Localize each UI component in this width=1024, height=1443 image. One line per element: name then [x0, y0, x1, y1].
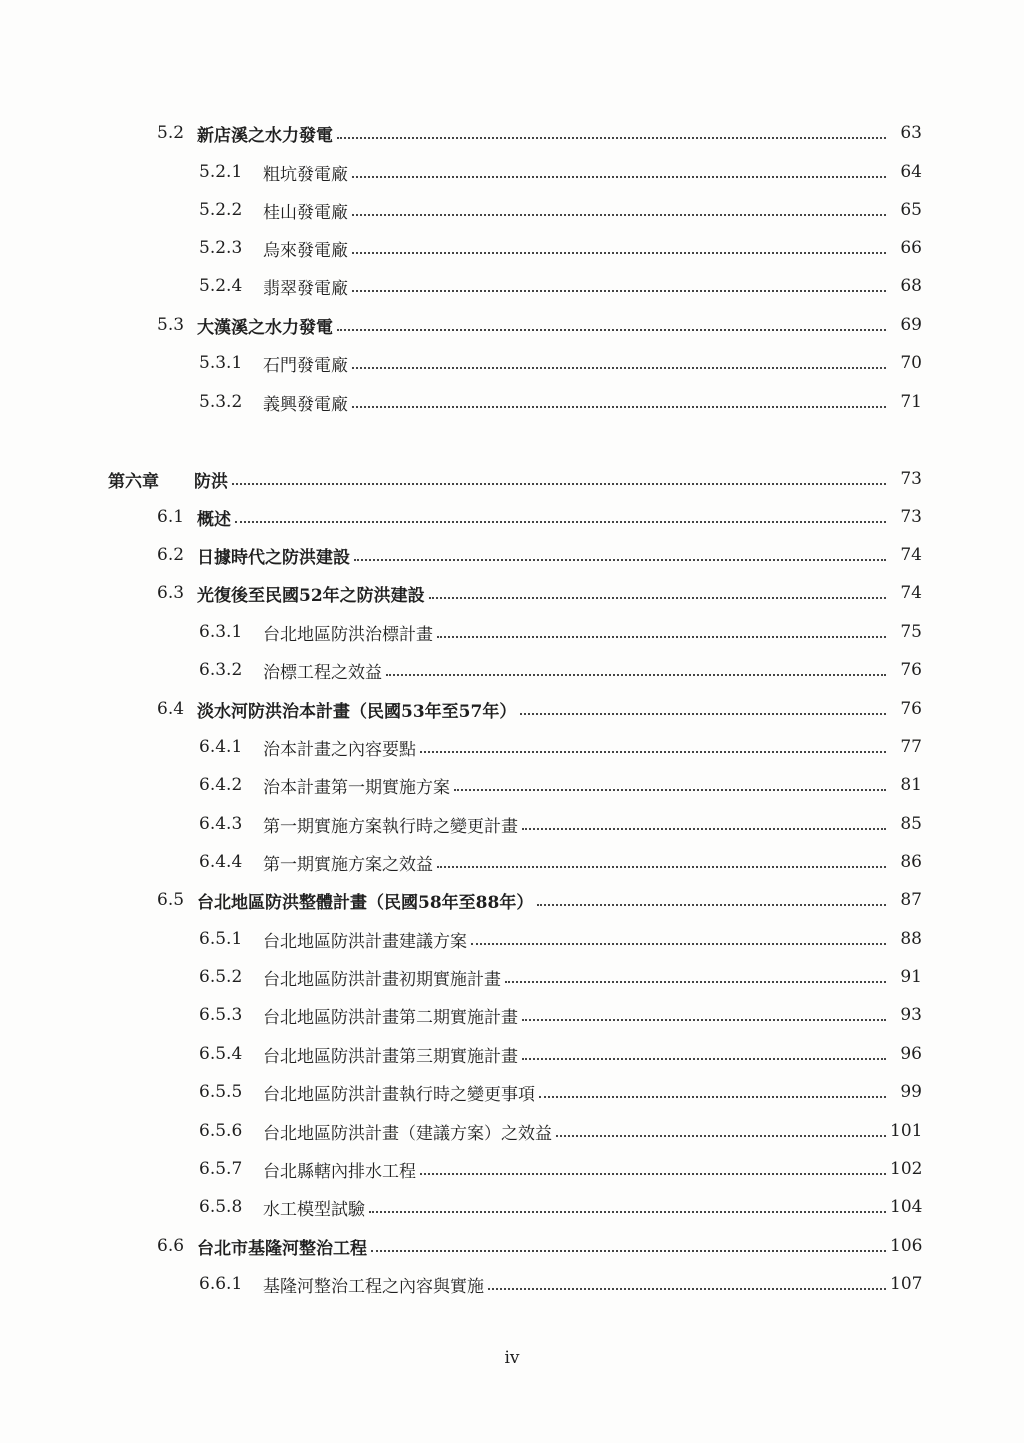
toc-subsection-row[interactable] — [0, 195, 1024, 225]
toc-entry-title: 淡水河防洪治本計畫（民國53年至57年） — [197, 701, 517, 722]
toc-entry-number: 6.1 — [157, 507, 185, 527]
toc-entry-title: 水工模型試驗 — [263, 1199, 365, 1220]
toc-section-row[interactable] — [0, 885, 1024, 915]
toc-entry-title: 概述 — [197, 509, 231, 530]
toc-entry-number: 6.5.7 — [199, 1159, 243, 1179]
dot-leader — [232, 483, 886, 485]
toc-entry-title: 石門發電廠 — [263, 355, 348, 376]
toc-entry-page: 73 — [900, 507, 922, 527]
toc-entry-page: 63 — [900, 123, 922, 143]
dot-leader — [352, 252, 886, 254]
dot-leader — [488, 1288, 886, 1290]
dot-leader — [337, 329, 886, 331]
toc-entry-page: 71 — [900, 392, 922, 412]
toc-entry-number: 5.2.2 — [199, 200, 243, 220]
toc-subsection-row[interactable] — [0, 847, 1024, 877]
toc-entry-page: 93 — [900, 1005, 922, 1025]
toc-entry-page: 99 — [900, 1082, 922, 1102]
toc-entry-title: 治本計畫之內容要點 — [263, 739, 416, 760]
toc-section-row[interactable] — [0, 694, 1024, 724]
toc-section-row[interactable] — [0, 540, 1024, 570]
toc-entry-title: 翡翠發電廠 — [263, 278, 348, 299]
toc-entry-number: 6.6.1 — [199, 1274, 243, 1294]
toc-subsection-row[interactable] — [0, 924, 1024, 954]
dot-leader — [352, 290, 886, 292]
toc-subsection-row[interactable] — [0, 732, 1024, 762]
toc-entry-title: 台北地區防洪計畫建議方案 — [263, 931, 467, 952]
toc-entry-number: 5.2 — [157, 123, 185, 143]
toc-entry-number: 6.5.8 — [199, 1197, 243, 1217]
toc-subsection-row[interactable] — [0, 348, 1024, 378]
toc-entry-title: 治本計畫第一期實施方案 — [263, 777, 450, 798]
toc-entry-title: 粗坑發電廠 — [263, 164, 348, 185]
dot-leader — [556, 1135, 886, 1137]
dot-leader — [520, 713, 886, 715]
dot-leader — [471, 943, 886, 945]
toc-entry-title: 日據時代之防洪建設 — [197, 547, 350, 568]
dot-leader — [522, 828, 886, 830]
toc-section-row[interactable] — [0, 502, 1024, 532]
toc-entry-title: 台北地區防洪計畫第三期實施計畫 — [263, 1046, 518, 1067]
toc-entry-number: 5.3.2 — [199, 392, 243, 412]
toc-section-row[interactable] — [0, 1231, 1024, 1261]
toc-entry-page: 86 — [900, 852, 922, 872]
dot-leader — [352, 367, 886, 369]
toc-entry-page: 101 — [890, 1121, 923, 1141]
dot-leader — [352, 176, 886, 178]
toc-entry-title: 台北市基隆河整治工程 — [197, 1238, 367, 1259]
toc-entry-title: 台北地區防洪計畫（建議方案）之效益 — [263, 1123, 552, 1144]
toc-subsection-row[interactable] — [0, 387, 1024, 417]
toc-subsection-row[interactable] — [0, 1077, 1024, 1107]
dot-leader — [454, 789, 886, 791]
toc-entry-number: 6.2 — [157, 545, 185, 565]
dot-leader — [371, 1250, 886, 1252]
toc-entry-number: 5.2.1 — [199, 162, 243, 182]
toc-entry-title: 基隆河整治工程之內容與實施 — [263, 1276, 484, 1297]
toc-subsection-row[interactable] — [0, 233, 1024, 263]
toc-entry-page: 69 — [900, 315, 922, 335]
dot-leader — [337, 137, 886, 139]
toc-entry-page: 75 — [900, 622, 922, 642]
toc-entry-page: 85 — [900, 814, 922, 834]
toc-entry-number: 6.3 — [157, 583, 185, 603]
toc-subsection-row[interactable] — [0, 1192, 1024, 1222]
toc-entry-page: 91 — [900, 967, 922, 987]
toc-entry-page: 74 — [900, 545, 922, 565]
toc-entry-title: 大漢溪之水力發電 — [197, 317, 333, 338]
toc-entry-page: 73 — [900, 469, 922, 489]
toc-entry-title: 台北地區防洪計畫執行時之變更事項 — [263, 1084, 535, 1105]
toc-section-row[interactable] — [0, 578, 1024, 608]
toc-subsection-row[interactable] — [0, 1116, 1024, 1146]
toc-entry-number: 6.4.4 — [199, 852, 243, 872]
toc-subsection-row[interactable] — [0, 1154, 1024, 1184]
toc-entry-title: 烏來發電廠 — [263, 240, 348, 261]
toc-subsection-row[interactable] — [0, 1000, 1024, 1030]
toc-entry-title: 第一期實施方案執行時之變更計畫 — [263, 816, 518, 837]
dot-leader — [420, 751, 886, 753]
toc-entry-number: 6.5.4 — [199, 1044, 243, 1064]
toc-section-row[interactable] — [0, 118, 1024, 148]
toc-entry-title: 台北地區防洪計畫第二期實施計畫 — [263, 1007, 518, 1028]
dot-leader — [522, 1019, 886, 1021]
toc-entry-number: 6.5.3 — [199, 1005, 243, 1025]
dot-leader — [429, 597, 886, 599]
toc-subsection-row[interactable] — [0, 1269, 1024, 1299]
dot-leader — [539, 1096, 886, 1098]
dot-leader — [420, 1173, 886, 1175]
toc-entry-number: 6.3.1 — [199, 622, 243, 642]
dot-leader — [537, 904, 886, 906]
toc-entry-number: 5.3.1 — [199, 353, 243, 373]
toc-entry-page: 87 — [900, 890, 922, 910]
toc-entry-number: 6.3.2 — [199, 660, 243, 680]
toc-entry-number: 第六章 — [108, 471, 159, 492]
toc-entry-title: 防洪 — [194, 471, 228, 492]
toc-entry-number: 6.5.2 — [199, 967, 243, 987]
toc-subsection-row[interactable] — [0, 962, 1024, 992]
toc-chapter-row[interactable] — [0, 464, 1024, 494]
toc-entry-page: 104 — [890, 1197, 923, 1217]
dot-leader — [235, 521, 886, 523]
toc-entry-page: 96 — [900, 1044, 922, 1064]
toc-entry-number: 5.2.4 — [199, 276, 243, 296]
toc-entry-number: 6.5.5 — [199, 1082, 243, 1102]
toc-entry-number: 6.4.1 — [199, 737, 243, 757]
toc-subsection-row[interactable] — [0, 655, 1024, 685]
dot-leader — [352, 214, 886, 216]
toc-entry-title: 台北地區防洪治標計畫 — [263, 624, 433, 645]
toc-entry-page: 107 — [890, 1274, 923, 1294]
toc-entry-page: 88 — [900, 929, 922, 949]
toc-entry-title: 台北縣轄內排水工程 — [263, 1161, 416, 1182]
toc-entry-number: 5.3 — [157, 315, 185, 335]
toc-entry-number: 6.5.1 — [199, 929, 243, 949]
dot-leader — [352, 406, 886, 408]
toc-entry-title: 義興發電廠 — [263, 394, 348, 415]
toc-entry-title: 第一期實施方案之效益 — [263, 854, 433, 875]
toc-entry-page: 102 — [890, 1159, 923, 1179]
toc-entry-page: 66 — [900, 238, 922, 258]
dot-leader — [522, 1058, 886, 1060]
toc-entry-number: 6.6 — [157, 1236, 185, 1256]
toc-subsection-row[interactable] — [0, 157, 1024, 187]
toc-entry-page: 76 — [900, 699, 922, 719]
toc-entry-number: 6.4.2 — [199, 775, 243, 795]
toc-section-row[interactable] — [0, 310, 1024, 340]
toc-entry-number: 6.4 — [157, 699, 185, 719]
page-number: iv — [504, 1348, 520, 1368]
toc-subsection-row[interactable] — [0, 617, 1024, 647]
toc-entry-page: 77 — [900, 737, 922, 757]
toc-entry-title: 光復後至民國52年之防洪建設 — [197, 585, 425, 606]
toc-subsection-row[interactable] — [0, 770, 1024, 800]
toc-entry-page: 64 — [900, 162, 922, 182]
toc-entry-title: 桂山發電廠 — [263, 202, 348, 223]
toc-subsection-row[interactable] — [0, 1039, 1024, 1069]
toc-entry-number: 6.5 — [157, 890, 185, 910]
toc-entry-page: 68 — [900, 276, 922, 296]
dot-leader — [437, 866, 886, 868]
toc-entry-number: 6.4.3 — [199, 814, 243, 834]
toc-entry-page: 74 — [900, 583, 922, 603]
toc-entry-page: 65 — [900, 200, 922, 220]
toc-entry-title: 台北地區防洪整體計畫（民國58年至88年） — [197, 892, 534, 913]
dot-leader — [437, 636, 886, 638]
toc-entry-number: 6.5.6 — [199, 1121, 243, 1141]
toc-entry-page: 76 — [900, 660, 922, 680]
toc-entry-number: 5.2.3 — [199, 238, 243, 258]
dot-leader — [386, 674, 886, 676]
toc-subsection-row[interactable] — [0, 271, 1024, 301]
toc-entry-page: 70 — [900, 353, 922, 373]
toc-entry-title: 台北地區防洪計畫初期實施計畫 — [263, 969, 501, 990]
dot-leader — [354, 559, 886, 561]
dot-leader — [505, 981, 886, 983]
toc-entry-title: 治標工程之效益 — [263, 662, 382, 683]
toc-entry-page: 81 — [900, 775, 922, 795]
toc-entry-page: 106 — [890, 1236, 923, 1256]
dot-leader — [369, 1211, 886, 1213]
toc-entry-title: 新店溪之水力發電 — [197, 125, 333, 146]
toc-subsection-row[interactable] — [0, 809, 1024, 839]
